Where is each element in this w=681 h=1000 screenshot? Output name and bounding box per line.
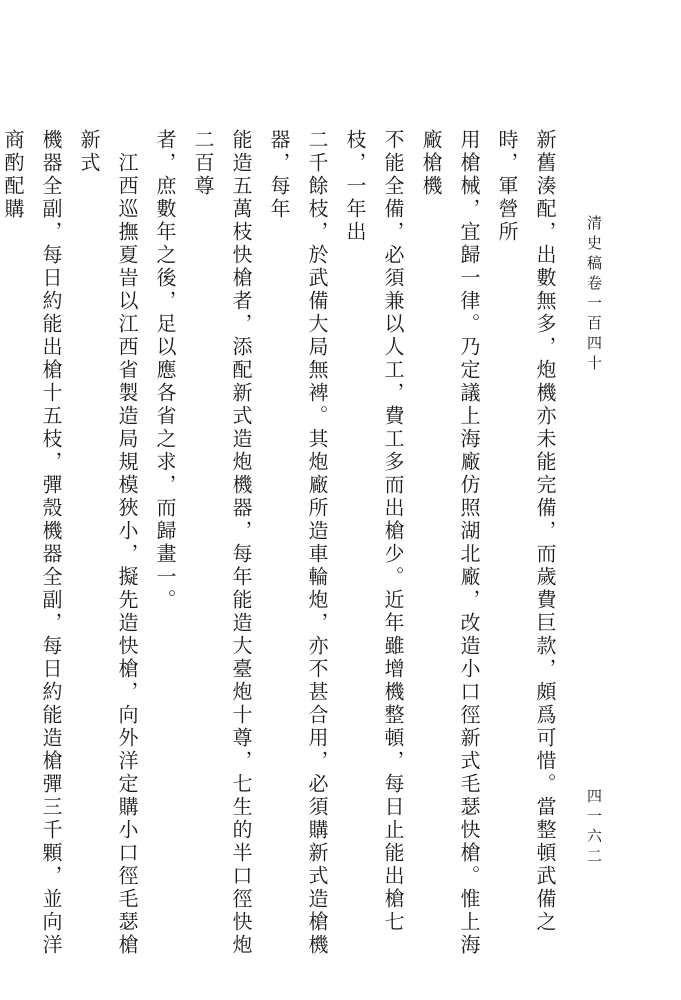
text-column: 二千餘枝，於武備大局無裨。其炮廠所造車輪炮，亦不甚合用，必須購新式造槍機器，每年 <box>267 129 329 957</box>
body-text <box>1 129 564 965</box>
page-number: 四一六二 <box>585 788 603 868</box>
text-column: 能造五萬枝快槍者，添配新式造炮機器，每年能造大臺炮十尊，七生的半口徑快炮二百尊 <box>191 129 253 957</box>
text-column: 不能全備，必須兼以人工，費工多而出槍少。近年雖增機整頓，每日止能出槍七枝，一年出 <box>343 129 405 934</box>
text-column: 江西巡撫夏峕以江西省製造局規模狹小，擬先造快槍，向外洋定購小口徑毛瑟槍新式 <box>77 129 139 957</box>
text-column: 用槍械，宜歸一律。乃定議上海廠仿照湖北廠，改造小口徑新式毛瑟快槍。惟上海廠槍機 <box>419 129 481 957</box>
text-column: 機器全副，每日約能出槍十五枝，彈殼機器全副，每日約能造槍彈三千顆，並向洋商酌配購 <box>1 129 63 957</box>
text-column: 新舊湊配，出數無多，炮機亦未能完備，而歲費巨款，頗爲可惜。當整頓武備之時，軍營所 <box>495 129 557 934</box>
text-column: 者，庶數年之後，足以應各省之求，而歸畫一。 <box>153 129 177 612</box>
running-header: 清史稿卷一百四十 <box>585 215 603 375</box>
